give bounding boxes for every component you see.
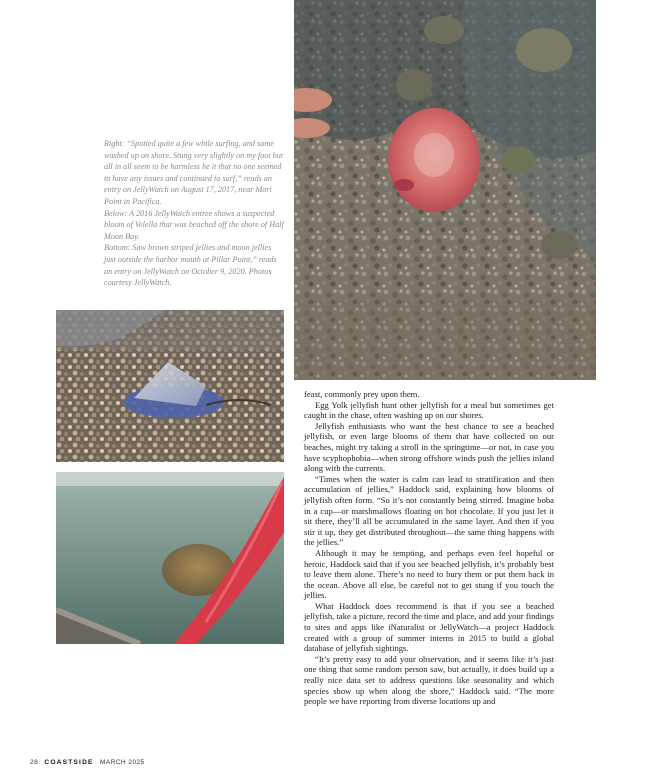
page-footer: [30, 759, 145, 766]
issue-date: MARCH 2025: [99, 759, 145, 766]
article-paragraph: Although it may be tempting, and perhaps even feel hopeful or heroic, Haddock said that if you see beached jellyfish, it’s probably best to leave them alone. There’s no need to bury them or put them back in the ocean. Above all else, be careful not to get stung if you touch the jellies.: [304, 547, 554, 601]
photo-caption: [104, 138, 284, 289]
article-paragraph: feast, commonly prey upon them.: [304, 389, 420, 399]
photo-jelly-harbor: [56, 472, 284, 644]
photo-jellyfish-tidepool: [294, 0, 596, 380]
photo-velella-beach: [56, 310, 284, 462]
article-paragraph: “Times when the water is calm can lead to stratification and then accumulation of jellies,” Haddock said, explaining how blooms of jellyfish often form. “So it’s not constantly being stirred. Imagine boba in a cup—or marshmallows floating on hot chocolate. If you just let it sit there, they’ll all be accumulated in the same layer. And then if you stir it up, they get distributed throughout—the same thing happens with the jellies.”: [304, 473, 554, 548]
magazine-name: COASTSIDE: [44, 759, 94, 766]
caption-right: Right: “Spotted quite a few while surfing, and some washed up on shore. Stung very slightly on my foot but all in all seem to be harmless he it that no one seemed to have any issues and continued to surf,” reads an entry on JellyWatch on August 17, 2017, near Mori Point in Pacifica.: [104, 139, 284, 206]
caption-bottom: Bottom: Saw brown striped jellies and moon jellies just outside the harbor mouth at Pillar Point,” reads an entry on JellyWatch on October 9, 2020. Photos courtesy JellyWatch.: [104, 243, 277, 288]
article-paragraph: Jellyfish enthusiasts who want the best chance to see a beached jellyfish, or even large blooms of them that have collected on our beaches, might try taking a stroll in the springtime—or not, in case you have scyphophobia—when strong offshore winds push the jellies inland along with the currents.: [304, 420, 554, 474]
article-paragraph: Egg Yolk jellyfish hunt other jellyfish for a meal but sometimes get caught in the chase, often washing up on our shores.: [304, 399, 554, 421]
article-paragraph: What Haddock does recommend is that if you see a beached jellyfish, take a picture, record the time and place, and add your findings to sites and apps like iNaturalist or JellyWatch—a project Haddock created with a group of summer interns in 2015 to build a global database of jellyfish sightings.: [304, 600, 554, 654]
article-body: [304, 389, 554, 707]
page-number: 28: [30, 759, 39, 766]
article-paragraph: “It’s pretty easy to add your observation, and it seems like it’s just one thing that some random person saw, but actually, it does build up a really nice data set to address questions like seasonality and which species show up when along the shore,” Haddock said. “The more people we have reporting from diverse locations up and: [304, 653, 554, 707]
caption-below: Below: A 2016 JellyWatch entree shows a suspected bloom of Velella that was beached off the shore of Half Moon Bay.: [104, 208, 284, 241]
